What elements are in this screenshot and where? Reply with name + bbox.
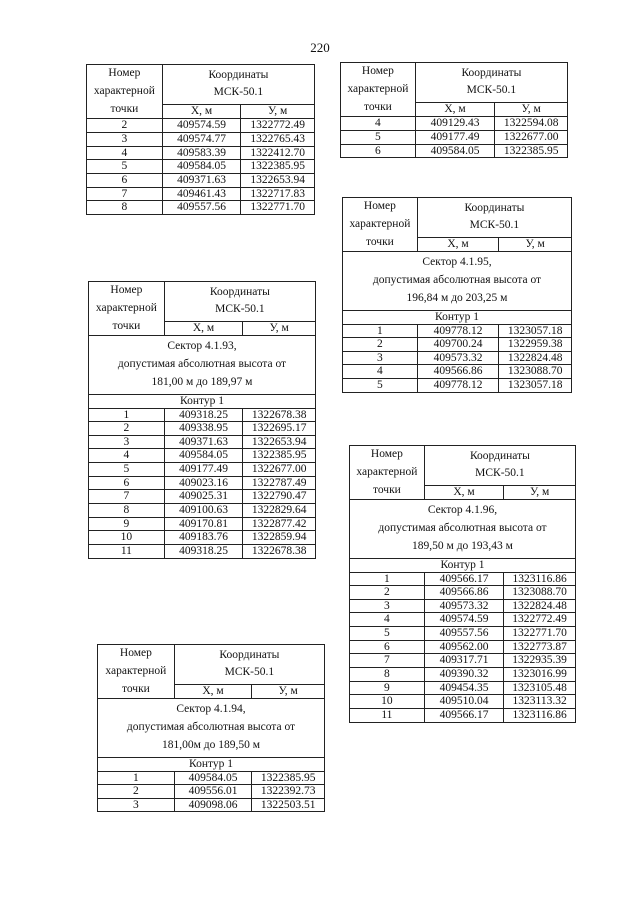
table-row — [89, 531, 316, 545]
y-coordinate-cell: 1322790.47 — [243, 490, 316, 504]
point-number-cell: 5 — [350, 627, 425, 641]
point-number-cell: 8 — [89, 504, 165, 518]
x-coordinate-cell: 409573.32 — [417, 351, 498, 365]
y-header: У, м — [252, 684, 325, 699]
point-number-cell: 7 — [87, 187, 163, 201]
coord-table-1 — [86, 64, 315, 215]
x-coordinate-cell: 409183.76 — [164, 531, 242, 545]
table-row — [341, 117, 568, 131]
coord-table-sector-4-1-96 — [349, 445, 576, 723]
table-row — [87, 201, 315, 215]
table-row — [87, 133, 315, 147]
y-coordinate-cell: 1322773.87 — [504, 640, 576, 654]
point-number-cell: 6 — [350, 640, 425, 654]
point-number-cell: 11 — [89, 544, 165, 558]
sector-row — [350, 500, 576, 558]
table-row — [350, 681, 576, 695]
table-row — [89, 435, 316, 449]
x-coordinate-cell: 409574.59 — [162, 119, 240, 133]
x-coordinate-cell: 409584.05 — [174, 771, 252, 785]
table-row — [87, 174, 315, 188]
table-row — [343, 324, 572, 338]
y-coordinate-cell: 1322412.70 — [241, 146, 315, 160]
x-coordinate-cell: 409778.12 — [417, 324, 498, 338]
y-coordinate-cell: 1323088.70 — [499, 365, 572, 379]
point-number-cell: 8 — [87, 201, 163, 215]
y-coordinate-cell: 1322385.95 — [243, 449, 316, 463]
y-coordinate-cell: 1322772.49 — [504, 613, 576, 627]
point-number-cell: 10 — [350, 695, 425, 709]
y-coordinate-cell: 1322824.48 — [499, 351, 572, 365]
y-coordinate-cell: 1322392.73 — [252, 785, 325, 799]
point-number-cell: 9 — [89, 517, 165, 531]
point-number-cell: 2 — [89, 422, 165, 436]
table-row — [343, 351, 572, 365]
point-number-cell: 7 — [350, 654, 425, 668]
y-coordinate-cell: 1322385.95 — [241, 160, 315, 174]
point-number-cell: 1 — [89, 408, 165, 422]
y-coordinate-cell: 1323113.32 — [504, 695, 576, 709]
y-header: У, м — [504, 485, 576, 500]
table-row — [89, 408, 316, 422]
table-row — [350, 708, 576, 722]
x-coordinate-cell: 409574.77 — [162, 133, 240, 147]
table-row — [89, 504, 316, 518]
x-coordinate-cell: 409318.25 — [164, 544, 242, 558]
x-coordinate-cell: 409566.17 — [424, 572, 503, 586]
coord-table-2 — [340, 62, 568, 158]
y-coordinate-cell: 1322771.70 — [241, 201, 315, 215]
x-coordinate-cell: 409584.05 — [162, 160, 240, 174]
y-coordinate-cell: 1323016.99 — [504, 668, 576, 682]
x-coordinate-cell: 409700.24 — [417, 338, 498, 352]
point-number-cell: 1 — [350, 572, 425, 586]
coordinates-header: Координаты МСК-50.1 — [174, 645, 324, 685]
x-coordinate-cell: 409557.56 — [162, 201, 240, 215]
contour-label: Контур 1 — [343, 310, 572, 324]
x-coordinate-cell: 409129.43 — [415, 117, 494, 131]
point-number-cell: 2 — [350, 586, 425, 600]
y-header: У, м — [243, 321, 316, 336]
table-row — [350, 599, 576, 613]
coordinates-header: Координаты МСК-50.1 — [417, 198, 571, 238]
y-coordinate-cell: 1322695.17 — [243, 422, 316, 436]
x-coordinate-cell: 409177.49 — [164, 463, 242, 477]
point-number-cell: 4 — [89, 449, 165, 463]
y-coordinate-cell: 1322959.38 — [499, 338, 572, 352]
point-number-cell: 6 — [341, 144, 416, 158]
y-coordinate-cell: 1322653.94 — [241, 174, 315, 188]
table-row — [87, 119, 315, 133]
x-coordinate-cell: 409023.16 — [164, 476, 242, 490]
page-number: 220 — [310, 40, 330, 55]
data-rows — [98, 771, 325, 812]
x-coordinate-cell: 409562.00 — [424, 640, 503, 654]
y-coordinate-cell: 1322385.95 — [252, 771, 325, 785]
point-number-cell: 6 — [89, 476, 165, 490]
x-coordinate-cell: 409177.49 — [415, 131, 494, 145]
contour-row — [343, 310, 572, 324]
x-coordinate-cell: 409566.86 — [417, 365, 498, 379]
y-coordinate-cell: 1323057.18 — [499, 324, 572, 338]
point-number-cell: 3 — [343, 351, 418, 365]
contour-row — [350, 558, 576, 572]
x-coordinate-cell: 409566.86 — [424, 586, 503, 600]
y-coordinate-cell: 1322717.83 — [241, 187, 315, 201]
table-row — [89, 476, 316, 490]
x-coordinate-cell: 409390.32 — [424, 668, 503, 682]
coordinates-header: Координаты МСК-50.1 — [164, 282, 315, 322]
table-row — [89, 449, 316, 463]
table-row — [87, 187, 315, 201]
y-coordinate-cell: 1322935.39 — [504, 654, 576, 668]
y-coordinate-cell: 1323116.86 — [504, 572, 576, 586]
y-coordinate-cell: 1322772.49 — [241, 119, 315, 133]
header-row — [98, 645, 325, 685]
point-number-header: Номер характерной точки — [350, 446, 425, 500]
x-coordinate-cell: 409454.35 — [424, 681, 503, 695]
x-coordinate-cell: 409584.05 — [164, 449, 242, 463]
header-row — [350, 446, 576, 486]
header-row — [87, 65, 315, 105]
y-coordinate-cell: 1322503.51 — [252, 798, 325, 812]
x-coordinate-cell: 409566.17 — [424, 708, 503, 722]
x-header: X, м — [162, 104, 240, 119]
y-coordinate-cell: 1322859.94 — [243, 531, 316, 545]
table-row — [98, 785, 325, 799]
data-rows — [341, 117, 568, 158]
point-number-cell: 9 — [350, 681, 425, 695]
x-header: X, м — [417, 237, 498, 252]
x-coordinate-cell: 409461.43 — [162, 187, 240, 201]
y-coordinate-cell: 1322829.64 — [243, 504, 316, 518]
point-number-cell: 3 — [87, 133, 163, 147]
y-coordinate-cell: 1323088.70 — [504, 586, 576, 600]
contour-row — [89, 394, 316, 408]
point-number-cell: 2 — [343, 338, 418, 352]
y-coordinate-cell: 1322677.00 — [243, 463, 316, 477]
y-coordinate-cell: 1323057.18 — [499, 379, 572, 393]
table-row — [343, 338, 572, 352]
sector-description: Сектор 4.1.95, допустимая абсолютная высота от 196,84 м до 203,25 м — [343, 252, 572, 310]
coord-table-sector-4-1-95 — [342, 197, 572, 393]
header-row — [343, 198, 572, 238]
x-coordinate-cell: 409100.63 — [164, 504, 242, 518]
table-row — [350, 586, 576, 600]
x-header: X, м — [424, 485, 503, 500]
y-header: У, м — [241, 104, 315, 119]
x-coordinate-cell: 409317.71 — [424, 654, 503, 668]
point-number-cell: 4 — [343, 365, 418, 379]
point-number-cell: 10 — [89, 531, 165, 545]
coord-table-sector-4-1-94 — [97, 644, 325, 812]
y-coordinate-cell: 1322678.38 — [243, 544, 316, 558]
x-coordinate-cell: 409170.81 — [164, 517, 242, 531]
table-row — [87, 160, 315, 174]
table-row — [350, 654, 576, 668]
point-number-header: Номер характерной точки — [89, 282, 165, 336]
table-row — [350, 627, 576, 641]
point-number-cell: 11 — [350, 708, 425, 722]
point-number-cell: 2 — [98, 785, 175, 799]
y-coordinate-cell: 1322771.70 — [504, 627, 576, 641]
data-rows — [350, 572, 576, 722]
table-row — [343, 379, 572, 393]
table-row — [87, 146, 315, 160]
table-row — [89, 544, 316, 558]
point-number-cell: 1 — [343, 324, 418, 338]
data-rows — [89, 408, 316, 558]
table-row — [98, 798, 325, 812]
coordinates-header: Координаты МСК-50.1 — [162, 65, 314, 105]
table-row — [343, 365, 572, 379]
point-number-cell: 3 — [98, 798, 175, 812]
table-row — [341, 131, 568, 145]
sector-description: Сектор 4.1.94, допустимая абсолютная высота от 181,00м до 189,50 м — [98, 699, 325, 757]
table-row — [341, 144, 568, 158]
x-coordinate-cell: 409025.31 — [164, 490, 242, 504]
sector-row — [98, 699, 325, 757]
point-number-cell: 3 — [350, 599, 425, 613]
y-coordinate-cell: 1322677.00 — [495, 131, 568, 145]
x-coordinate-cell: 409510.04 — [424, 695, 503, 709]
y-coordinate-cell: 1323105.48 — [504, 681, 576, 695]
sector-row — [343, 252, 572, 310]
point-number-cell: 2 — [87, 119, 163, 133]
sector-description: Сектор 4.1.93, допустимая абсолютная высота от 181,00 м до 189,97 м — [89, 336, 316, 394]
point-number-cell: 4 — [341, 117, 416, 131]
y-header: У, м — [499, 237, 572, 252]
x-coordinate-cell: 409338.95 — [164, 422, 242, 436]
x-coordinate-cell: 409573.32 — [424, 599, 503, 613]
y-header: У, м — [495, 102, 568, 117]
header-row — [341, 63, 568, 103]
point-number-header: Номер характерной точки — [343, 198, 418, 252]
table-row — [89, 517, 316, 531]
x-header: X, м — [415, 102, 494, 117]
header-row — [89, 282, 316, 322]
x-coordinate-cell: 409778.12 — [417, 379, 498, 393]
contour-label: Контур 1 — [89, 394, 316, 408]
x-coordinate-cell: 409098.06 — [174, 798, 252, 812]
x-coordinate-cell: 409557.56 — [424, 627, 503, 641]
coordinates-header: Координаты МСК-50.1 — [424, 446, 575, 486]
table-row — [350, 668, 576, 682]
contour-row — [98, 757, 325, 771]
y-coordinate-cell: 1322787.49 — [243, 476, 316, 490]
point-number-cell: 1 — [98, 771, 175, 785]
data-rows — [343, 324, 572, 392]
point-number-header: Номер характерной точки — [98, 645, 175, 699]
x-header: X, м — [174, 684, 252, 699]
point-number-cell: 5 — [89, 463, 165, 477]
y-coordinate-cell: 1322594.08 — [495, 117, 568, 131]
x-coordinate-cell: 409318.25 — [164, 408, 242, 422]
y-coordinate-cell: 1323116.86 — [504, 708, 576, 722]
x-coordinate-cell: 409556.01 — [174, 785, 252, 799]
point-number-cell: 5 — [343, 379, 418, 393]
sector-row — [89, 336, 316, 394]
y-coordinate-cell: 1322653.94 — [243, 435, 316, 449]
table-row — [89, 422, 316, 436]
y-coordinate-cell: 1322385.95 — [495, 144, 568, 158]
x-coordinate-cell: 409371.63 — [164, 435, 242, 449]
sector-description: Сектор 4.1.96, допустимая абсолютная высота от 189,50 м до 193,43 м — [350, 500, 576, 558]
x-coordinate-cell: 409584.05 — [415, 144, 494, 158]
coordinates-header: Координаты МСК-50.1 — [415, 63, 567, 103]
point-number-cell: 3 — [89, 435, 165, 449]
y-coordinate-cell: 1322765.43 — [241, 133, 315, 147]
x-coordinate-cell: 409574.59 — [424, 613, 503, 627]
x-coordinate-cell: 409583.39 — [162, 146, 240, 160]
point-number-cell: 4 — [350, 613, 425, 627]
x-coordinate-cell: 409371.63 — [162, 174, 240, 188]
table-row — [89, 490, 316, 504]
y-coordinate-cell: 1322824.48 — [504, 599, 576, 613]
table-row — [350, 640, 576, 654]
y-coordinate-cell: 1322678.38 — [243, 408, 316, 422]
point-number-header: Номер характерной точки — [87, 65, 163, 119]
point-number-cell: 8 — [350, 668, 425, 682]
contour-label: Контур 1 — [350, 558, 576, 572]
point-number-cell: 6 — [87, 174, 163, 188]
point-number-cell: 7 — [89, 490, 165, 504]
point-number-cell: 4 — [87, 146, 163, 160]
x-header: X, м — [164, 321, 242, 336]
table-row — [98, 771, 325, 785]
data-rows — [87, 119, 315, 214]
table-row — [350, 572, 576, 586]
coord-table-sector-4-1-93 — [88, 281, 316, 559]
point-number-cell: 5 — [87, 160, 163, 174]
table-row — [350, 695, 576, 709]
point-number-header: Номер характерной точки — [341, 63, 416, 117]
contour-label: Контур 1 — [98, 757, 325, 771]
table-row — [350, 613, 576, 627]
table-row — [89, 463, 316, 477]
point-number-cell: 5 — [341, 131, 416, 145]
y-coordinate-cell: 1322877.42 — [243, 517, 316, 531]
